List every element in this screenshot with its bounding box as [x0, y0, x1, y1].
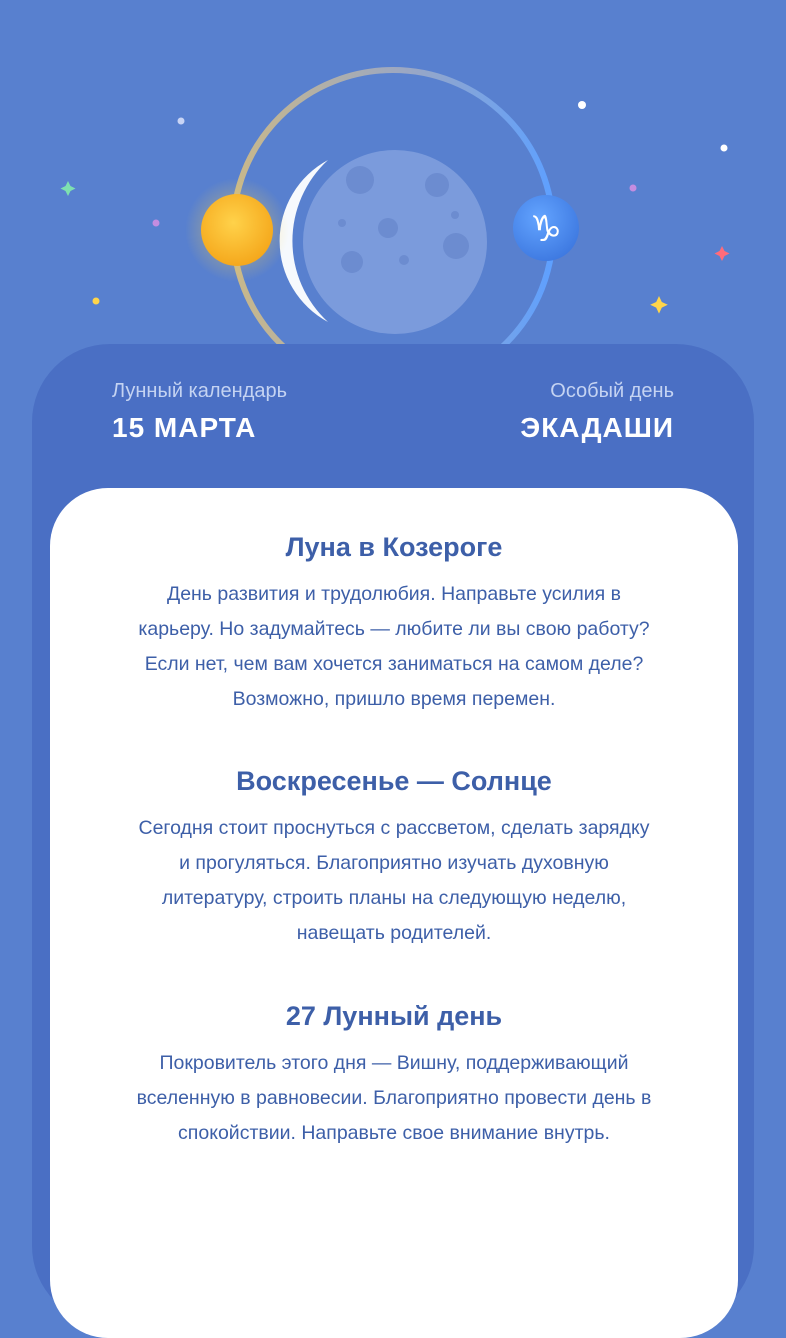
section-text: Сегодня стоит проснуться с рассветом, сделать зарядку и прогуляться. Благоприятно изучать духовную литературу, строить планы на следующую неделю, навещать родителей.: [138, 817, 650, 944]
special-day-value: ЭКАДАШИ: [520, 412, 674, 443]
moon-icon: [280, 150, 487, 334]
section-title: 27 Лунный день: [285, 1001, 503, 1031]
special-day-label: Особый день: [550, 380, 674, 402]
weekday-section: [50, 766, 738, 951]
zodiac-symbol: ♑: [529, 209, 563, 250]
lunar-calendar-label: Лунный календарь: [112, 380, 288, 402]
sun-icon: [185, 178, 289, 282]
lunar-day-section: [50, 1001, 738, 1151]
hero-svg: [0, 0, 786, 360]
section-title: Воскресенье — Солнце: [236, 766, 552, 796]
moon-sign-section: [50, 532, 738, 717]
section-text: День развития и трудолюбия. Направьте усилия в карьеру. Но задумайтесь — любите ли вы свою работу? Если нет, чем вам хочется заниматься на самом деле? Возможно, пришло время перемен.: [138, 583, 650, 710]
hero-illustration: [0, 0, 786, 360]
date-value: 15 МАРТА: [112, 412, 257, 443]
section-title: Луна в Козероге: [285, 532, 503, 562]
section-text: Покровитель этого дня — Вишну, поддерживающий вселенную в равновесии. Благоприятно провести день в спокойствии. Направьте свое внимание внутрь.: [136, 1052, 652, 1144]
capricorn-icon: [513, 195, 579, 261]
